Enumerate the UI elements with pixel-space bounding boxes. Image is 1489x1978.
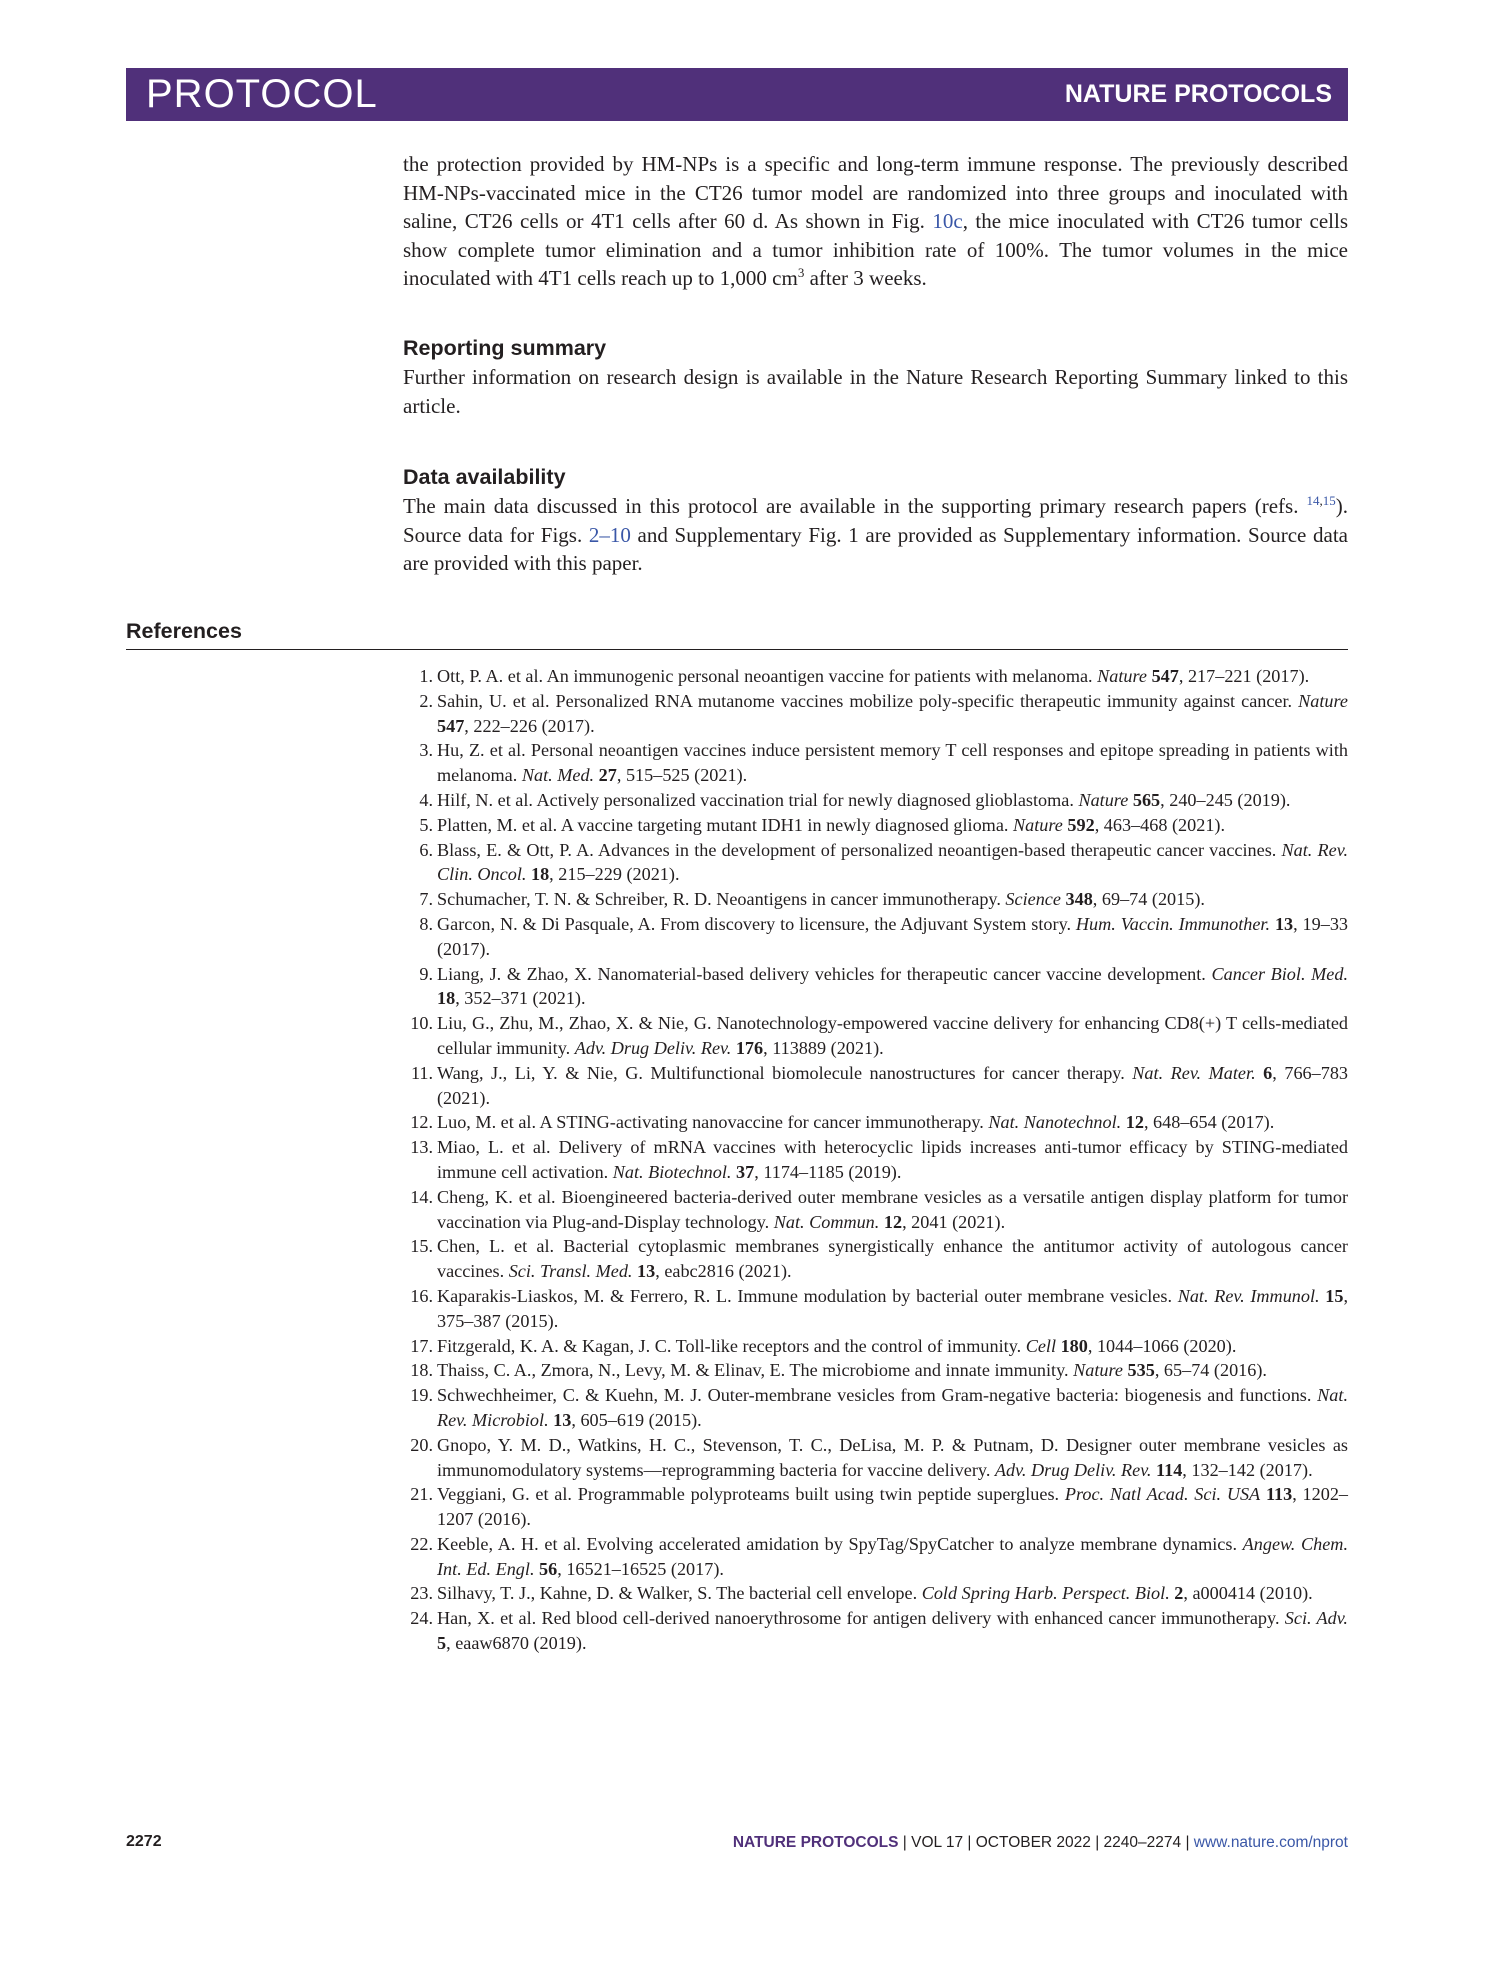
reference-item	[403, 1135, 1348, 1185]
reference-text: Blass, E. & Ott, P. A. Advances in the development of personalized neoantigen-based therapeutic cancer vaccines. Nat. Rev. Clin. Oncol. 18, 215–229 (2021).	[437, 839, 1348, 885]
reference-text: Fitzgerald, K. A. & Kagan, J. C. Toll-like receptors and the control of immunity. Cell 180, 1044–1066 (2020).	[437, 1335, 1237, 1356]
reference-item	[403, 1383, 1348, 1433]
reference-number: 8 .	[403, 912, 433, 937]
reference-item	[403, 887, 1348, 912]
ref-link-14[interactable]: 14	[1306, 493, 1320, 508]
reference-item	[403, 1606, 1348, 1656]
reference-item	[403, 788, 1348, 813]
reference-text: Miao, L. et al. Delivery of mRNA vaccines with heterocyclic lipids increases anti-tumor efficacy by STING-mediated immune cell activation. Nat. Biotechnol. 37, 1174–1185 (2019).	[437, 1137, 1348, 1182]
reference-number: 6 .	[403, 838, 433, 863]
reporting-summary-heading: Reporting summary	[403, 336, 607, 360]
reference-text: Garcon, N. & Di Pasquale, A. From discovery to licensure, the Adjuvant System story. Hum. Vaccin. Immunother. 13, 19–33 (2017).	[437, 913, 1349, 959]
reference-number: 5 .	[403, 813, 433, 838]
reference-number: 17 .	[403, 1334, 433, 1359]
journal-url-link[interactable]: www.nature.com/nprot	[1193, 1834, 1348, 1851]
reference-item	[403, 1234, 1348, 1284]
reference-number: 24 .	[403, 1606, 433, 1631]
reference-number: 1 .	[403, 664, 433, 689]
figure-link-2[interactable]: 2	[588, 522, 600, 547]
reference-number: 11 .	[403, 1061, 433, 1086]
reference-item	[403, 1185, 1348, 1235]
reference-text: Hu, Z. et al. Personal neoantigen vaccines induce persistent memory T cell responses and epitope spreading in patients with melanoma. Nat. Med. 27, 515–525 (2021).	[437, 740, 1348, 786]
reference-item	[403, 664, 1348, 689]
reference-item	[403, 1110, 1348, 1135]
reference-item	[403, 1284, 1348, 1334]
reference-text: Sahin, U. et al. Personalized RNA mutanome vaccines mobilize poly-specific therapeutic immunity against cancer. Nature 547, 222–226 (2017).	[437, 690, 1348, 736]
reference-text: Platten, M. et al. A vaccine targeting mutant IDH1 in newly diagnosed glioma. Nature 592, 463–468 (2021).	[437, 814, 1226, 835]
reference-number: 4 .	[403, 788, 433, 813]
reference-text: Keeble, A. H. et al. Evolving accelerated amidation by SpyTag/SpyCatcher to analyze membrane dynamics. Angew. Chem. Int. Ed. Engl. 56, 16521–16525 (2017).	[437, 1533, 1348, 1579]
reference-item	[403, 1433, 1348, 1483]
figure-link-10c[interactable]: 10c	[932, 209, 963, 233]
footer-citation: NATURE PROTOCOLS | VOL 17 | OCTOBER 2022 | 2240–2274 | www.nature.com/nprot	[732, 1834, 1348, 1851]
reference-text: Chen, L. et al. Bacterial cytoplasmic membranes synergistically enhance the antitumor activity of autologous cancer vaccines. Sci. Transl. Med. 13, eabc2816 (2021).	[437, 1236, 1348, 1282]
reference-item	[403, 838, 1348, 888]
reference-text: Wang, J., Li, Y. & Nie, G. Multifunctional biomolecule nanostructures for cancer therapy. Nat. Rev. Mater. 6, 766–783 (2021).	[437, 1062, 1349, 1108]
reference-item	[403, 1334, 1348, 1359]
ref-link-15[interactable]: 15	[1322, 493, 1336, 508]
reference-number: 10 .	[403, 1011, 433, 1036]
reference-number: 21 .	[403, 1482, 433, 1507]
data-availability-heading: Data availability	[403, 465, 566, 489]
reference-number: 23 .	[403, 1581, 433, 1606]
intro-paragraph: the protection provided by HM-NPs is a specific and long-term immune response. The previously described HM-NPs-vaccinated mice in the CT26 tumor model are randomized into three groups and inoculated with saline, CT26 cells or 4T1 cells after 60 d. As shown in Fig. 10c, the mice inoculated with CT26 tumor cells show complete tumor elimination and a tumor inhibition rate of 100%. The tumor volumes in the mice inoculated with 4T1 cells reach up to 1,000 $cm^3$ after 3 weeks.	[403, 152, 1349, 290]
page-number: 2272	[126, 1833, 162, 1850]
header-bar	[126, 68, 1348, 121]
data-availability-text: The main data discussed in this protocol are available in the supporting primary research papers (refs. $^{14,15}$). Source data for Figs. 2–10 and Supplementary Fig. 1 are provided as Supplementary information. Source data are provided with this paper.	[403, 493, 1348, 575]
reference-number: 22 .	[403, 1532, 433, 1557]
reference-item	[403, 1482, 1348, 1532]
reference-item	[403, 1061, 1348, 1111]
reference-text: Liu, G., Zhu, M., Zhao, X. & Nie, G. Nanotechnology-empowered vaccine delivery for enhancing CD8(+) T cells-mediated cellular immunity. Adv. Drug Deliv. Rev. 176, 113889 (2021).	[437, 1013, 1348, 1058]
reference-text: Han, X. et al. Red blood cell-derived nanoerythrosome for antigen delivery with enhanced cancer immunotherapy. Sci. Adv. 5, eaaw6870 (2019).	[437, 1608, 1348, 1654]
reference-item	[403, 689, 1348, 739]
reference-item	[403, 813, 1348, 838]
reference-number: 15 .	[403, 1234, 433, 1259]
reference-text: Thaiss, C. A., Zmora, N., Levy, M. & Elinav, E. The microbiome and innate immunity. Nature 535, 65–74 (2016).	[437, 1360, 1267, 1381]
reference-item	[403, 1358, 1348, 1383]
reference-number: 16 .	[403, 1284, 433, 1309]
reference-number: 19 .	[403, 1383, 433, 1408]
reference-number: 20 .	[403, 1433, 433, 1458]
references-heading: References	[126, 619, 242, 643]
reference-number: 9 .	[403, 962, 433, 987]
reference-number: 2 .	[403, 689, 433, 714]
figure-link-10[interactable]: 10	[609, 522, 631, 547]
reference-number: 18 .	[403, 1358, 433, 1383]
reference-item	[403, 1011, 1348, 1061]
reference-text: Schwechheimer, C. & Kuehn, M. J. Outer-membrane vesicles from Gram-negative bacteria: biogenesis and functions. Nat. Rev. Microbiol. 13, 605–619 (2015).	[437, 1385, 1348, 1430]
reference-item	[403, 738, 1348, 788]
reference-text: Liang, J. & Zhao, X. Nanomaterial-based delivery vehicles for therapeutic cancer vaccine development. Cancer Biol. Med. 18, 352–371 (2021).	[437, 963, 1348, 1009]
reference-item	[403, 962, 1348, 1012]
reference-text: Kaparakis-Liaskos, M. & Ferrero, R. L. Immune modulation by bacterial outer membrane vesicles. Nat. Rev. Immunol. 15, 375–387 (2015).	[437, 1285, 1349, 1331]
reference-text: Cheng, K. et al. Bioengineered bacteria-derived outer membrane vesicles as a versatile antigen display platform for tumor vaccination via Plug-and-Display technology. Nat. Commun. 12, 2041 (2021).	[437, 1186, 1348, 1232]
reference-text: Hilf, N. et al. Actively personalized vaccination trial for newly diagnosed glioblastoma. Nature 565, 240–245 (2019).	[437, 789, 1291, 810]
reference-item	[403, 1532, 1348, 1582]
reference-text: Schumacher, T. N. & Schreiber, R. D. Neoantigens in cancer immunotherapy. Science 348, 69–74 (2015).	[437, 889, 1205, 910]
references-divider	[126, 649, 1348, 650]
reference-number: 12 .	[403, 1110, 433, 1135]
reporting-summary-text: Further information on research design is available in the Nature Research Reporting Summary linked to this article.	[403, 365, 1348, 418]
reference-number: 3 .	[403, 738, 433, 763]
reference-text: Luo, M. et al. A STING-activating nanovaccine for cancer immunotherapy. Nat. Nanotechnol. 12, 648–654 (2017).	[437, 1112, 1275, 1133]
reference-text: Silhavy, T. J., Kahne, D. & Walker, S. The bacterial cell envelope. Cold Spring Harb. Perspect. Biol. 2, a000414 (2010).	[437, 1583, 1313, 1604]
reference-text: Gnopo, Y. M. D., Watkins, H. C., Stevenson, T. C., DeLisa, M. P. & Putnam, D. Designer outer membrane vesicles as immunomodulatory systems—reprogramming bacteria for vaccine delivery. Adv. Drug Deliv. Rev. 114, 132–142 (2017).	[437, 1434, 1348, 1480]
reference-text: Veggiani, G. et al. Programmable polyproteams built using twin peptide superglues. Proc. Natl Acad. Sci. USA 113, 1202–1207 (2016).	[437, 1484, 1349, 1530]
section-label: PROTOCOL	[146, 72, 378, 116]
reference-item	[403, 912, 1348, 962]
reference-list	[403, 664, 1348, 1656]
reference-item	[403, 1581, 1348, 1606]
reference-number: 14 .	[403, 1185, 433, 1210]
reference-text: Ott, P. A. et al. An immunogenic personal neoantigen vaccine for patients with melanoma. Nature 547, 217–221 (2017).	[437, 666, 1310, 686]
journal-name: NATURE PROTOCOLS	[1064, 80, 1332, 108]
reference-number: 7 .	[403, 887, 433, 912]
reference-number: 13 .	[403, 1135, 433, 1160]
